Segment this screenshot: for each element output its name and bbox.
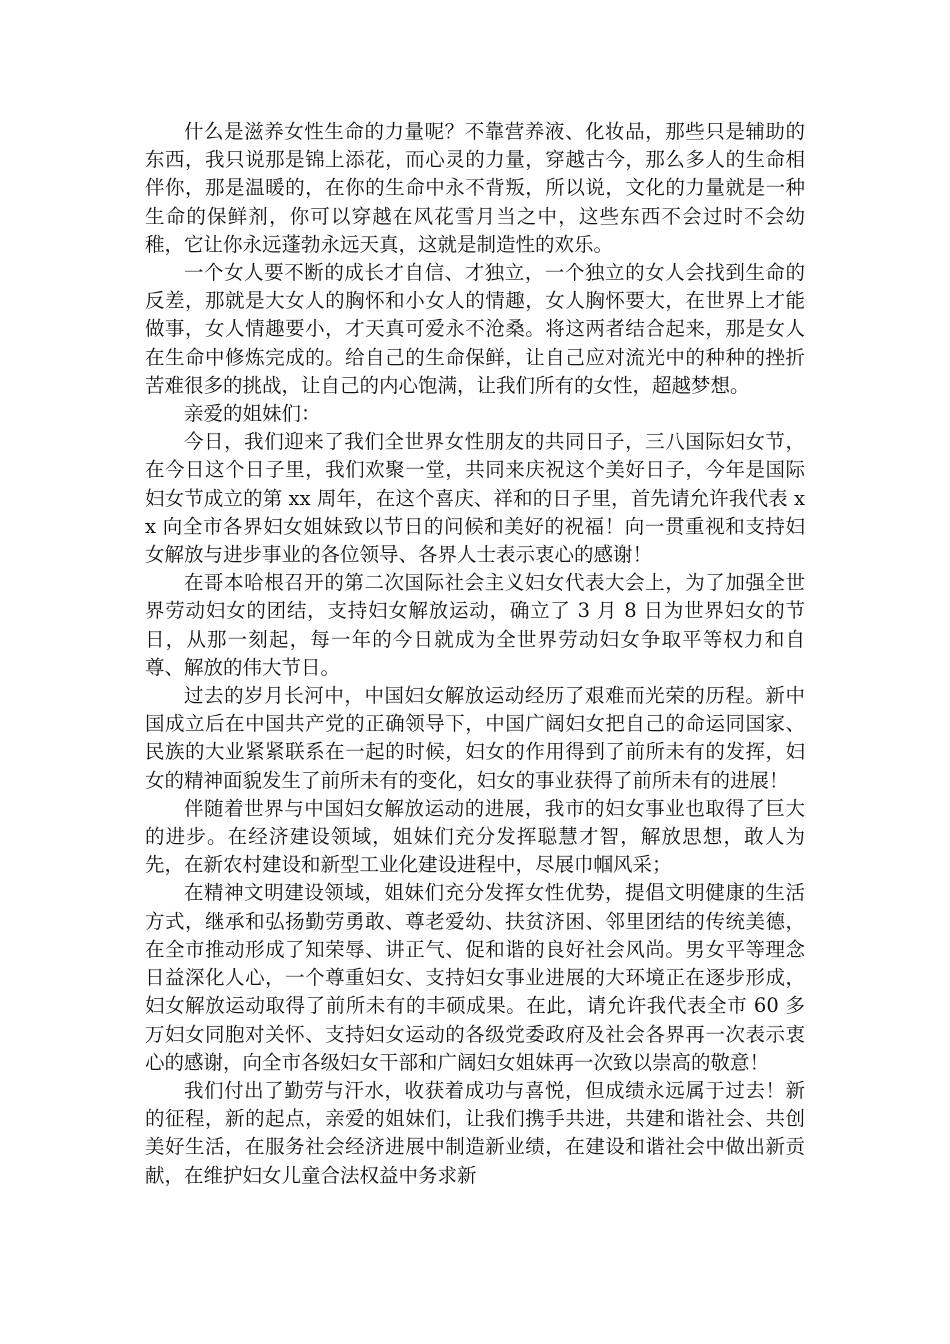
document-body [145,118,805,1190]
paragraph: 一个女人要不断的成长才自信、才独立，一个独立的女人会找到生命的反差，那就是大女人的胸怀和小女人的情趣，女人胸怀要大，在世界上才能做事，女人情趣要小，才天真可爱永不沧桑。将这两者结合起来，那是女人在生命中修炼完成的。给自己的生命保鲜，让自己应对流光中的种种的挫折苦难很多的挑战，让自己的内心饱满，让我们所有的女性，超越梦想。 [145,261,805,397]
paragraph: 我们付出了勤劳与汗水，收获着成功与喜悦，但成绩永远属于过去！新的征程，新的起点，亲爱的姐妹们，让我们携手共进，共建和谐社会、共创美好生活，在服务社会经济进展中制造新业绩，在建设和谐社会中做出新贡献，在维护妇女儿童合法权益中务求新 [145,1078,805,1187]
paragraph: 伴随着世界与中国妇女解放运动的进展，我市的妇女事业也取得了巨大的进步。在经济建设领域，姐妹们充分发挥聪慧才智，解放思想，敢人为先，在新农村建设和新型工业化建设进程中，尽展巾帼风采； [145,796,805,877]
paragraph: 什么是滋养女性生命的力量呢？不靠营养液、化妆品，那些只是辅助的东西，我只说那是锦上添花，而心灵的力量，穿越古今，那么多人的生命相伴你，那是温暖的，在你的生命中永不背叛，所以说，文化的力量就是一种生命的保鲜剂，你可以穿越在风花雪月当之中，这些东西不会过时不会幼稚，它让你永远蓬勃永远天真，这就是制造性的欢乐。 [145,120,805,256]
salutation: 亲爱的姐妹们： [184,402,321,426]
paragraph: 过去的岁月长河中，中国妇女解放运动经历了艰难而光荣的历程。新中国成立后在中国共产党的正确领导下，中国广阔妇女把自己的命运同国家、民族的大业紧紧联系在一起的时候，妇女的作用得到了前所未有的发挥，妇女的精神面貌发生了前所未有的变化，妇女的事业获得了前所未有的进展！ [145,684,805,792]
paragraph: 在哥本哈根召开的第二次国际社会主义妇女代表大会上，为了加强全世界劳动妇女的团结，支持妇女解放运动，确立了 3 月 8 日为世界妇女的节日，从那一刻起，每一年的今日就成为全世界劳动妇女争取平等权力和自尊、解放的伟大节日。 [145,571,805,679]
paragraph: 在精神文明建设领域，姐妹们充分发挥女性优势，提倡文明健康的生活方式，继承和弘扬勤劳勇敢、尊老爱幼、扶贫济困、邻里团结的传统美德，在全市推动形成了知荣辱、讲正气、促和谐的良好社会风尚。男女平等理念日益深化人心，一个尊重妇女、支持妇女事业进展的大环境正在逐步形成，妇女解放运动取得了前所未有的丰硕成果。在此，请允许我代表全市 60 多万妇女同胞对关怀、支持妇女运动的各级党委政府及社会各界再一次表示衷心的感谢，向全市各级妇女干部和广阔妇女姐妹再一次致以崇高的敬意！ [145,881,805,1074]
paragraph: 今日，我们迎来了我们全世界女性朋友的共同日子，三八国际妇女节，在今日这个日子里，我们欢聚一堂，共同来庆祝这个美好日子，今年是国际妇女节成立的第 xx 周年，在这个喜庆、祥和的日子里，首先请允许我代表 xx 向全市各界妇女姐妹致以节日的问候和美好的祝福！向一贯重视和支持妇女解放与进步事业的各位领导、各界人士表示衷心的感谢！ [145,430,805,567]
